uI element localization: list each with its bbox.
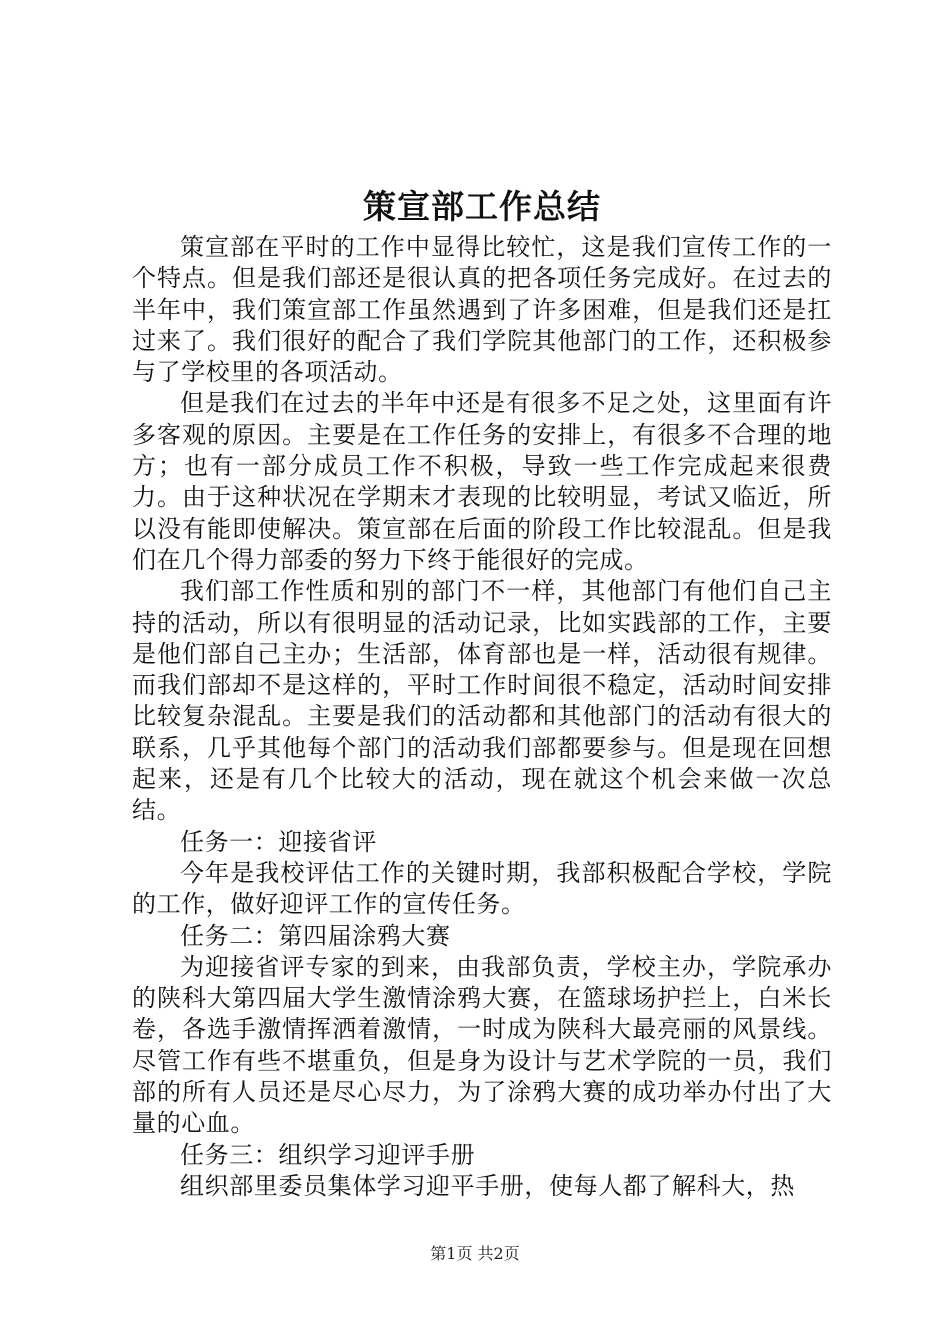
task-3-heading: 任务三：组织学习迎评手册 — [180, 1140, 476, 1169]
task-2-heading: 任务二：第四届涂鸦大赛 — [180, 921, 451, 950]
paragraph-3: 我们部工作性质和别的部门不一样，其他部门有他们自己主持的活动，所以有很明显的活动记录，比如实践部的工作，主要是他们部自己主办；生活部，体育部也是一样，活动很有规律。而我们部却不是这样的，平时工作时间很不稳定，活动时间安排比较复杂混乱。主要是我们的活动都和其他部门的活动有很大的联系，几乎其他每个部门的活动我们部都要参与。但是现在回想起来，还是有几个比较大的活动，现在就这个机会来做一次总结。 — [132, 577, 832, 825]
paragraph-5: 为迎接省评专家的到来，由我部负责，学校主办，学院承办的陕科大第四届大学生激情涂鸦大赛，在篮球场护拦上，白米长卷，各选手激情挥洒着激情，一时成为陕科大最亮丽的风景线。尽管工作有些不堪重负，但是身为设计与艺术学院的一员，我们部的所有人员还是尽心尽力，为了涂鸦大赛的成功举办付出了大量的心血。 — [132, 952, 832, 1138]
paragraph-4: 今年是我校评估工作的关键时期，我部积极配合学校，学院的工作，做好迎评工作的宣传任务。 — [132, 858, 832, 919]
document-body — [132, 232, 832, 1202]
task-1-heading: 任务一：迎接省评 — [180, 827, 377, 856]
paragraph-6: 组织部里委员集体学习迎平手册，使每人都了解科大，热 — [180, 1171, 795, 1200]
paragraph-1: 策宣部在平时的工作中显得比较忙，这是我们宣传工作的一个特点。但是我们部还是很认真的把各项任务完成好。在过去的半年中，我们策宣部工作虽然遇到了许多困难，但是我们还是扛过来了。我们很好的配合了我们学院其他部门的工作，还积极参与了学校里的各项活动。 — [132, 233, 832, 387]
page-number-footer: 第1页 共2页 — [430, 1244, 520, 1263]
paragraph-2: 但是我们在过去的半年中还是有很多不足之处，这里面有许多客观的原因。主要是在工作任务的安排上，有很多不合理的地方；也有一部分成员工作不积极，导致一些工作完成起来很费力。由于这种状况在学期末才表现的比较明显，考试又临近，所以没有能即使解决。策宣部在后面的阶段工作比较混乱。但是我们在几个得力部委的努力下终于能很好的完成。 — [132, 389, 832, 574]
document-title: 策宣部工作总结 — [363, 187, 601, 226]
